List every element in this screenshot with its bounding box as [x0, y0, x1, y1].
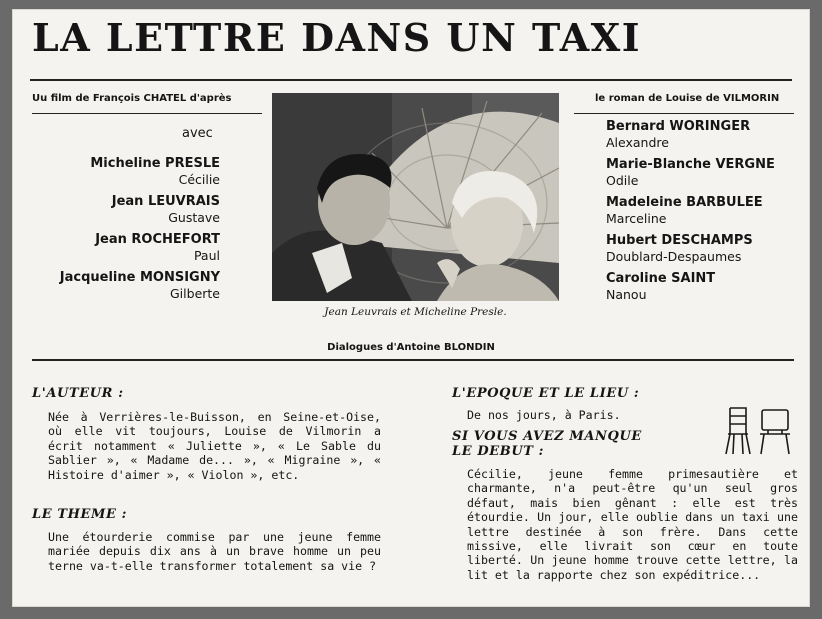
role-name: Gustave [168, 210, 220, 225]
role-name: Cécilie [178, 172, 220, 187]
title-rule [30, 79, 792, 81]
dialogues-credit: Dialogues d'Antoine BLONDIN [327, 342, 495, 353]
debut-text: Cécilie, jeune femme primesautière et charmante, n'a peut-être qu'un seul gros défaut, mais bien gênant : elle est très étourdie. Un jour, elle oublie dans un taxi une lettre destinée à son frère. Dans cette missive, elle livrait son cœur en toute liberté. Un jeune homme trouve cette lettre, la lit et la rapporte chez son expéditrice... [467, 467, 798, 582]
photo-illustration [272, 93, 559, 301]
theme-heading: LE THEME : [32, 507, 128, 522]
cast-item [60, 194, 220, 232]
actor-name: Jacqueline MONSIGNY [59, 270, 220, 285]
section-rule [32, 359, 794, 361]
film-still-photo [272, 93, 559, 301]
epoque-heading: L'EPOQUE ET LE LIEU : [452, 386, 640, 401]
cast-item [60, 232, 220, 270]
role-name: Marceline [606, 211, 667, 226]
theme-text: Une étourderie commise par une jeune femme mariée depuis dix ans à un brave homme un peu terne va-t-elle transformer totalement sa vie ? [48, 530, 381, 573]
credit-left: Uu film de François CHATEL d'après [32, 93, 232, 104]
cast-item [606, 119, 775, 157]
chairs-icon [724, 404, 794, 456]
cast-list-right [606, 119, 775, 309]
cast-item [606, 233, 775, 271]
cast-item [606, 157, 775, 195]
role-name: Gilberte [170, 286, 220, 301]
photo-caption: Jean Leuvrais et Micheline Presle. [324, 306, 507, 318]
actor-name: Micheline PRESLE [90, 156, 220, 171]
cast-item [606, 271, 775, 309]
auteur-text: Née à Verrières-le-Buisson, en Seine-et-Oise, où elle vit toujours, Louise de Vilmorin a écrit notamment « Juliette », « Le Sable du Sablier », « Madame de... », « Migraine », « Histoire d'aimer », « Violon », etc. [48, 410, 381, 482]
credit-right-rule [574, 113, 794, 114]
actor-name: Hubert DESCHAMPS [606, 233, 753, 248]
role-name: Alexandre [606, 135, 669, 150]
role-name: Nanou [606, 287, 647, 302]
credit-left-rule [32, 113, 262, 114]
page [12, 9, 810, 607]
role-name: Odile [606, 173, 639, 188]
film-title: LA LETTRE DANS UN TAXI [32, 15, 641, 60]
role-name: Doublard-Despaumes [606, 249, 742, 264]
debut-heading [452, 429, 642, 459]
cast-item [60, 156, 220, 194]
cast-list-left [60, 156, 220, 308]
actor-name: Marie-Blanche VERGNE [606, 157, 775, 172]
avec-label: avec [182, 126, 213, 141]
actor-name: Bernard WORINGER [606, 119, 751, 134]
actor-name: Jean LEUVRAIS [111, 194, 220, 209]
role-name: Paul [193, 248, 220, 263]
epoque-text: De nos jours, à Paris. [467, 408, 621, 422]
cast-item [606, 195, 775, 233]
debut-heading-line2: LE DEBUT : [452, 444, 545, 459]
actor-name: Jean ROCHEFORT [95, 232, 220, 247]
actor-name: Madeleine BARBULEE [606, 195, 763, 210]
auteur-heading: L'AUTEUR : [32, 386, 124, 401]
cast-item [60, 270, 220, 308]
actor-name: Caroline SAINT [606, 271, 716, 286]
credit-right: le roman de Louise de VILMORIN [595, 93, 780, 104]
debut-heading-line1: SI VOUS AVEZ MANQUE [452, 429, 642, 444]
